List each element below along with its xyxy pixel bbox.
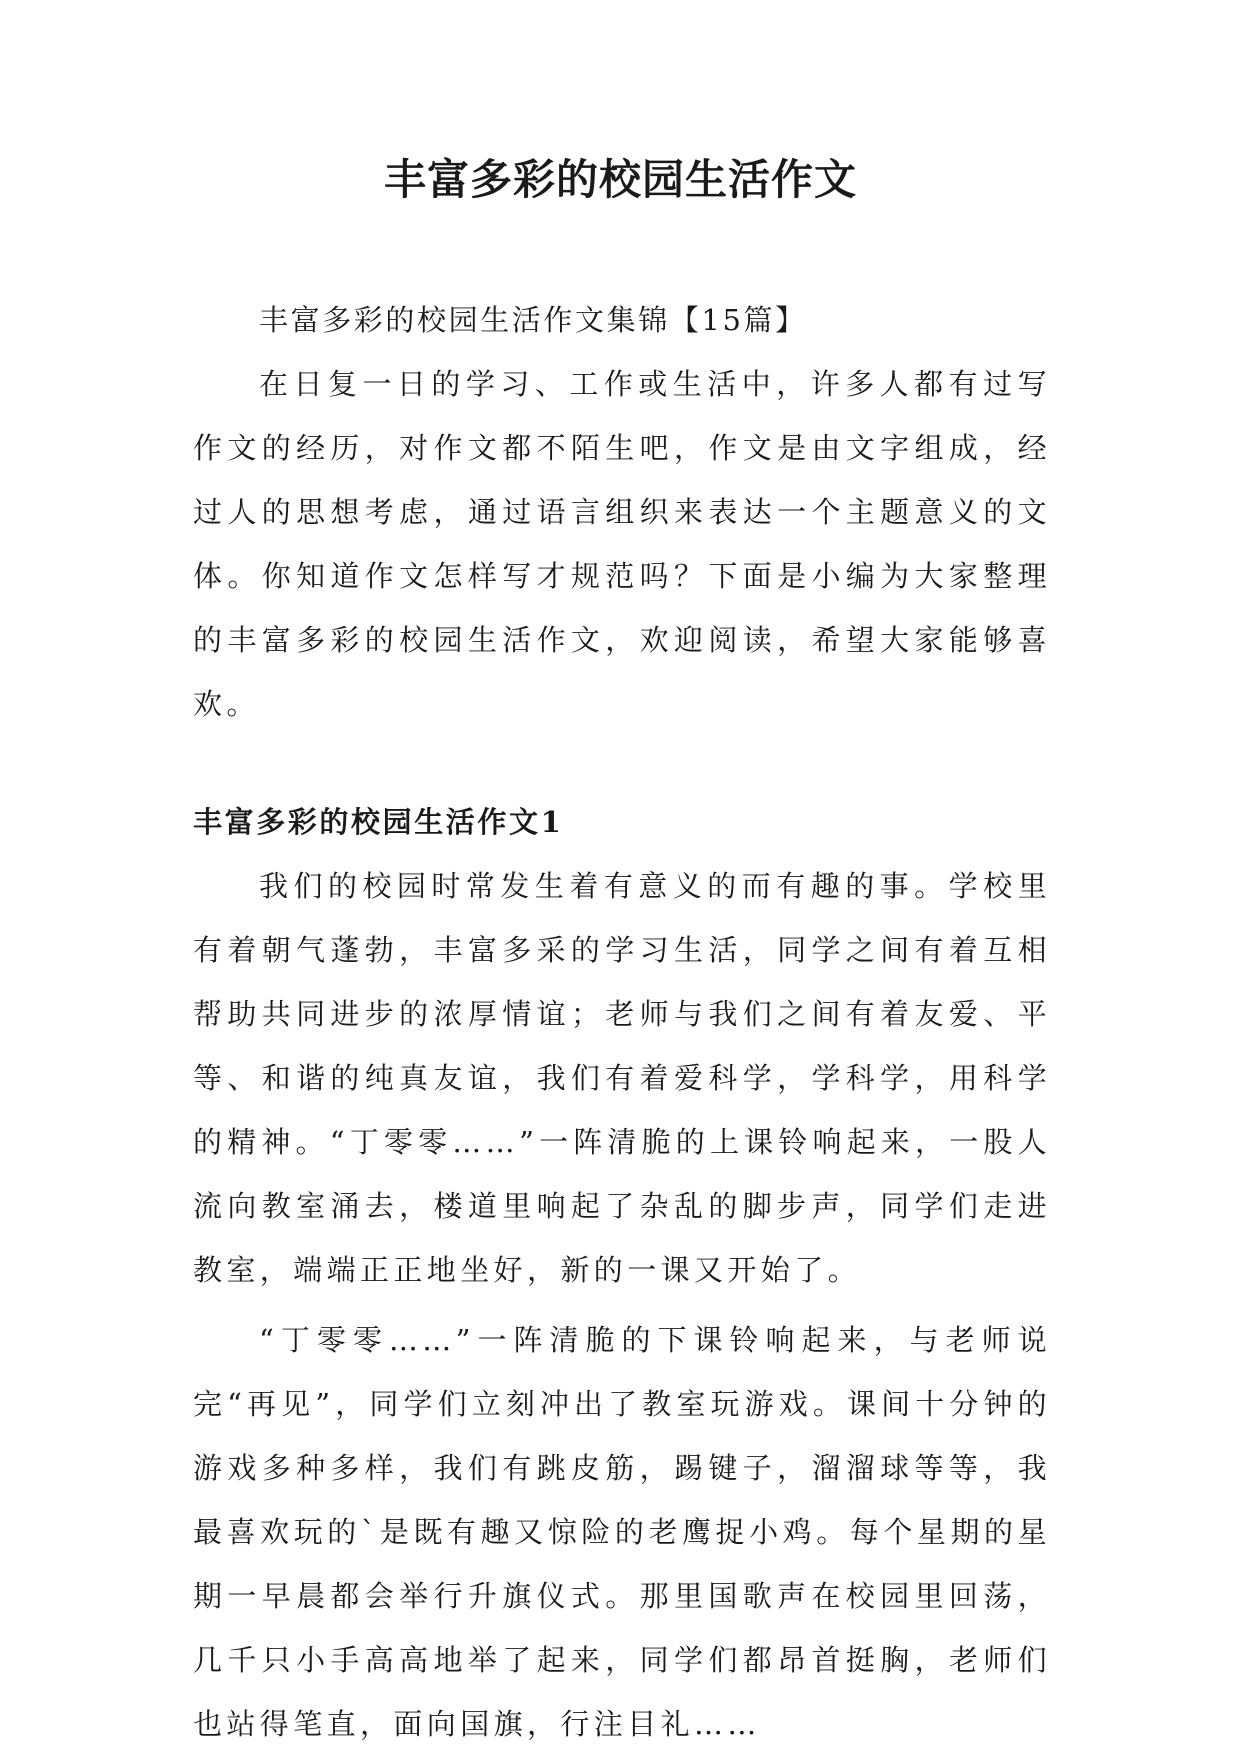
body-paragraph: 我们的校园时常发生着有意义的而有趣的事。学校里有着朝气蓬勃，丰富多采的学习生活，同学之间有着互相帮助共同进步的浓厚情谊；老师与我们之间有着友爱、平等、和谐的纯真友谊，我们有着爱科学，学科学，用科学的精神。“丁零零……”一阵清脆的上课铃响起来，一股人流向教室涌去，楼道里响起了杂乱的脚步声，同学们走进教室，端端正正地坐好，新的一课又开始了。 (193, 869, 1051, 1287)
document-title: 丰富多彩的校园生活作文 (383, 155, 857, 204)
section-heading: 丰富多彩的校园生活作文1 (193, 805, 564, 839)
intro-paragraph: 在日复一日的学习、工作或生活中，许多人都有过写作文的经历，对作文都不陌生吧，作文是由文字组成，经过人的思想考虑，通过语言组织来表达一个主题意义的文体。你知道作文怎样写才规范吗？下面是小编为大家整理的丰富多彩的校园生活作文，欢迎阅读，希望大家能够喜欢。 (193, 367, 1051, 721)
collection-title: 丰富多彩的校园生活作文集锦【15篇】 (259, 303, 807, 337)
document-body (193, 288, 1051, 1756)
body-paragraph: “丁零零……”一阵清脆的下课铃响起来，与老师说完“再见”，同学们立刻冲出了教室玩游戏。课间十分钟的游戏多种多样，我们有跳皮筋，踢键子，溜溜球等等，我最喜欢玩的`是既有趣又惊险的老鹰捉小鸡。每个星期的星期一早晨都会举行升旗仪式。那里国歌声在校园里回荡，几千只小手高高地举了起来，同学们都昂首挺胸，老师们也站得笔直，面向国旗，行注目礼…… (193, 1323, 1051, 1741)
